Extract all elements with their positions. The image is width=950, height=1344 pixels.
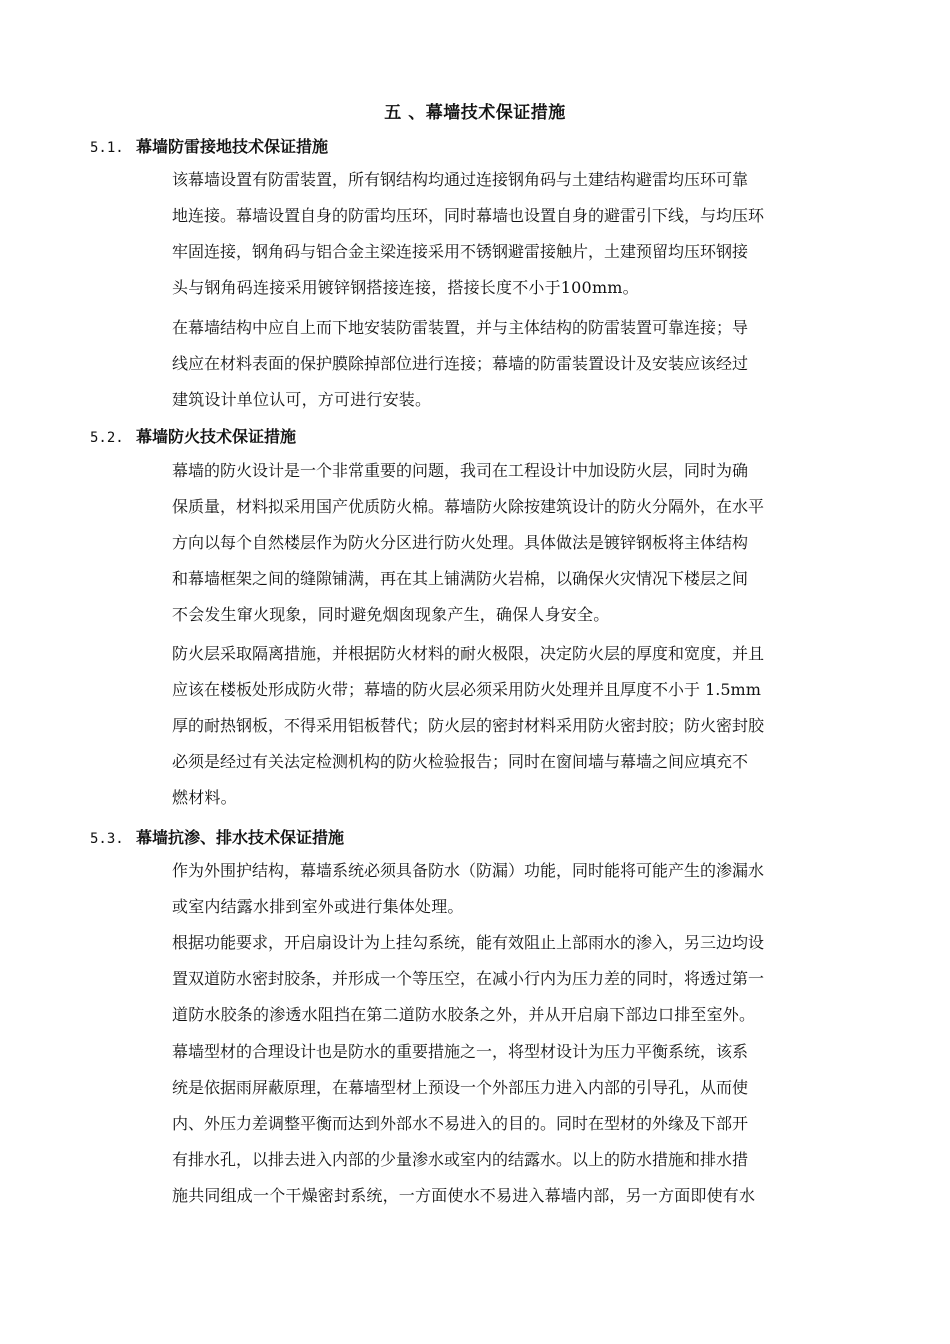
paragraph — [172, 310, 862, 418]
section-title: 幕墙防雷接地技术保证措施 — [136, 137, 329, 156]
text-line: 置双道防水密封胶条，并形成一个等压空，在减小行内为压力差的同时，将透过第一 — [172, 969, 765, 988]
text-line: 必须是经过有关法定检测机构的防火检验报告；同时在窗间墙与幕墙之间应填充不 — [172, 752, 749, 771]
text-line: 建筑设计单位认可，方可进行安装。 — [172, 390, 432, 409]
section-title: 幕墙抗渗、排水技术保证措施 — [136, 828, 345, 847]
text-line: 作为外围护结构，幕墙系统必须具备防水（防漏）功能，同时能将可能产生的渗漏水 — [172, 861, 765, 880]
page-title: 五 、幕墙技术保证措施 — [384, 103, 566, 123]
text-line: 或室内结露水排到室外或进行集体处理。 — [172, 897, 464, 916]
paragraph — [172, 453, 862, 633]
text-line: 幕墙型材的合理设计也是防水的重要措施之一，将型材设计为压力平衡系统，该系 — [172, 1042, 749, 1061]
text-line: 统是依据雨屏蔽原理，在幕墙型材上预设一个外部压力进入内部的引导孔，从而使 — [172, 1078, 749, 1097]
paragraph — [172, 162, 862, 306]
section-heading-5-3 — [90, 826, 344, 850]
text-line: 保质量，材料拟采用国产优质防火棉。幕墙防火除按建筑设计的防火分隔外，在水平 — [172, 497, 765, 516]
text-line: 和幕墙框架之间的缝隙铺满，再在其上铺满防火岩棉，以确保火灾情况下楼层之间 — [172, 569, 749, 588]
text-line: 有排水孔，以排去进入内部的少量渗水或室内的结露水。以上的防水措施和排水措 — [172, 1150, 749, 1169]
text-line: 应该在楼板处形成防火带；幕墙的防火层必须采用防火处理并且厚度不小于 1.5mm — [172, 680, 761, 699]
text-line: 内、外压力差调整平衡而达到外部水不易进入的目的。同时在型材的外缘及下部开 — [172, 1114, 749, 1133]
text-line: 该幕墙设置有防雷装置，所有钢结构均通过连接钢角码与土建结构避雷均压环可靠 — [172, 170, 749, 189]
text-line: 不会发生窜火现象，同时避免烟囱现象产生，确保人身安全。 — [172, 605, 610, 624]
text-line: 幕墙的防火设计是一个非常重要的问题，我司在工程设计中加设防火层，同时为确 — [172, 461, 749, 480]
text-line: 燃材料。 — [172, 788, 237, 807]
text-line: 方向以每个自然楼层作为防火分区进行防火处理。具体做法是镀锌钢板将主体结构 — [172, 533, 749, 552]
text-line: 厚的耐热钢板，不得采用铝板替代；防火层的密封材料采用防火密封胶；防火密封胶 — [172, 716, 765, 735]
text-line: 头与钢角码连接采用镀锌钢搭接连接，搭接长度不小于100mm。 — [172, 278, 639, 297]
section-heading-5-2 — [90, 425, 296, 449]
text-line: 根据功能要求，开启扇设计为上挂勾系统，能有效阻止上部雨水的渗入，另三边均设 — [172, 933, 765, 952]
text-line: 防火层采取隔离措施，并根据防火材料的耐火极限，决定防火层的厚度和宽度，并且 — [172, 644, 765, 663]
paragraph — [172, 853, 862, 925]
paragraph — [172, 1034, 862, 1214]
section-number: 5.1. — [90, 140, 124, 156]
text-line: 牢固连接，钢角码与铝合金主梁连接采用不锈钢避雷接触片，土建预留均压环钢接 — [172, 242, 749, 261]
text-line: 地连接。幕墙设置自身的防雷均压环，同时幕墙也设置自身的避雷引下线，与均压环 — [172, 206, 765, 225]
section-number: 5.2. — [90, 430, 124, 446]
paragraph — [172, 925, 862, 1033]
section-title: 幕墙防火技术保证措施 — [136, 427, 297, 446]
text-line: 道防水胶条的渗透水阻挡在第二道防水胶条之外，并从开启扇下部边口排至室外。 — [172, 1005, 756, 1024]
text-line: 在幕墙结构中应自上而下地安装防雷装置，并与主体结构的防雷装置可靠连接；导 — [172, 318, 749, 337]
section-number: 5.3. — [90, 831, 124, 847]
section-heading-5-1 — [90, 135, 328, 159]
paragraph — [172, 636, 862, 816]
text-line: 施共同组成一个干燥密封系统，一方面使水不易进入幕墙内部，另一方面即使有水 — [172, 1186, 756, 1205]
text-line: 线应在材料表面的保护膜除掉部位进行连接；幕墙的防雷装置设计及安装应该经过 — [172, 354, 749, 373]
